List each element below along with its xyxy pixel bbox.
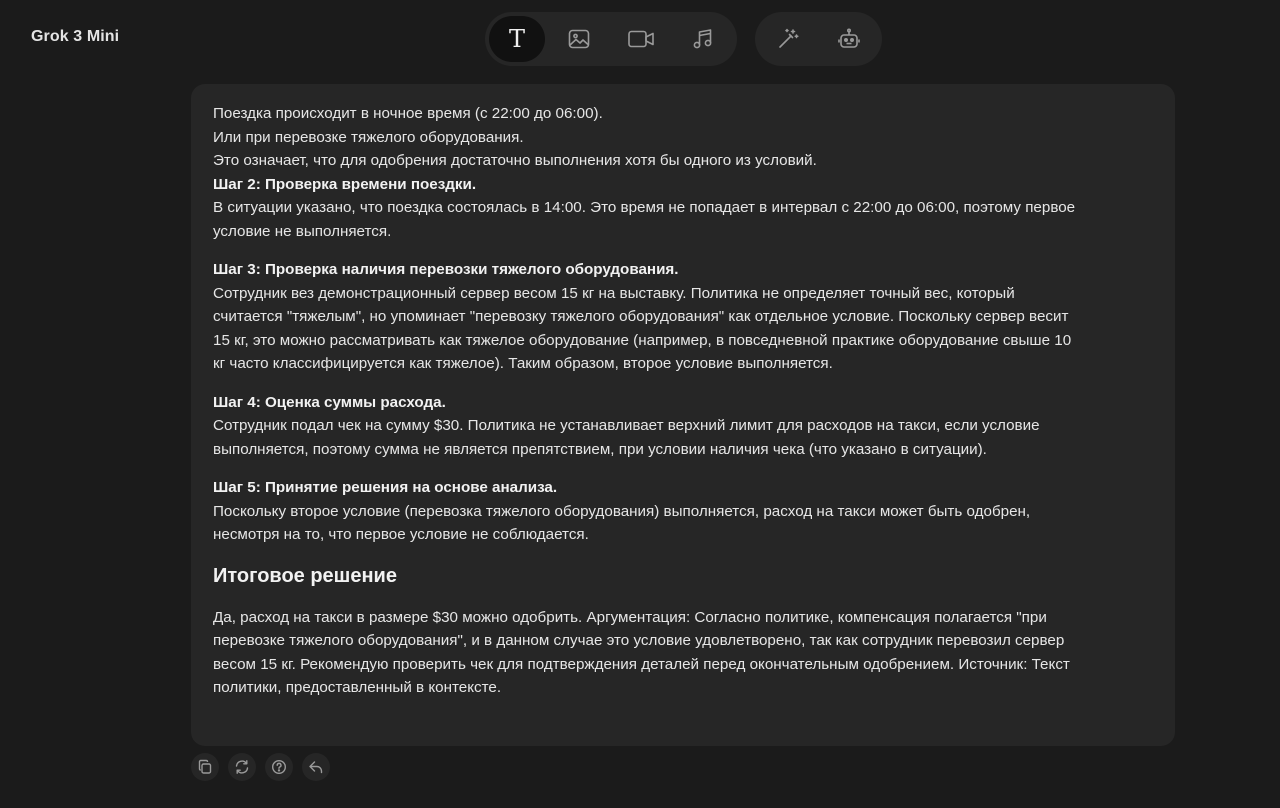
reply-icon <box>308 759 324 775</box>
assistant-message <box>191 84 1175 746</box>
music-icon <box>691 27 715 51</box>
text-line: Да, расход на такси в размере $30 можно одобрить. Аргументация: Согласно политике, компенсация полагается "при <box>213 608 1047 626</box>
magic-wand-icon <box>776 27 800 51</box>
refresh-icon <box>234 759 250 775</box>
robot-button[interactable] <box>822 16 877 62</box>
extras-toolbar <box>755 12 882 66</box>
question-icon <box>271 759 287 775</box>
intro-paragraph <box>213 102 1153 173</box>
app-title: Grok 3 Mini <box>31 28 120 45</box>
tab-text-mode[interactable] <box>489 16 545 62</box>
text-line: Сотрудник подал чек на сумму $30. Политика не устанавливает верхний лимит для расходов на такси, если условие <box>213 417 1040 434</box>
mode-toolbar <box>485 12 737 66</box>
tab-image-mode[interactable] <box>551 16 607 62</box>
text-line: В ситуации указано, что поездка состоялась в 14:00. Это время не попадает в интервал с 22:00 до 06:00, поэтому первое <box>213 199 1076 216</box>
step-5 <box>213 476 1153 547</box>
text-line: кг часто классифицируется как тяжелое). Таким образом, второе условие выполняется. <box>213 355 833 372</box>
final-decision-heading: Итоговое решение <box>213 564 397 587</box>
step-4 <box>213 391 1153 462</box>
text-line: считается "тяжелым", но упоминает "перевозку тяжелого оборудования" как отдельное условие. Поскольку сервер весит <box>213 308 1069 325</box>
regenerate-button[interactable] <box>228 753 256 781</box>
step-3 <box>213 258 1153 376</box>
final-decision-paragraph <box>213 606 1153 700</box>
text-line: условие не выполняется. <box>213 222 392 240</box>
text-line: несмотря на то, что первое условие не соблюдается. <box>213 526 589 543</box>
text-line: Поездка происходит в ночное время (с 22:00 до 06:00). <box>213 105 603 122</box>
tab-video-mode[interactable] <box>613 16 669 62</box>
message-actions <box>191 753 339 781</box>
text-line: выполняется, поэтому сумма не является препятствием, при условии наличия чека (что указано в ситуации). <box>213 440 987 458</box>
text-line: политики, предоставленный в контексте. <box>213 679 502 696</box>
step-2-title: Шаг 2: Проверка времени поездки. <box>213 175 477 193</box>
magic-wand-button[interactable] <box>761 16 816 62</box>
text-line: перевозке тяжелого оборудования", и в данном случае это условие удовлетворено, так как сотрудник перевозил сервер <box>213 632 1065 649</box>
text-line: Поскольку второе условие (перевозка тяжелого оборудования) выполняется, расход на такси может быть одобрен, <box>213 502 1031 520</box>
text-line: Сотрудник вез демонстрационный сервер весом 15 кг на выставку. Политика не определяет точный вес, который <box>213 284 1015 302</box>
tab-music-mode[interactable] <box>675 16 731 62</box>
copy-button[interactable] <box>191 753 219 781</box>
text-line: Это означает, что для одобрения достаточно выполнения хотя бы одного из условий. <box>213 152 817 169</box>
reply-button[interactable] <box>302 753 330 781</box>
robot-icon <box>837 27 861 51</box>
step-4-title: Шаг 4: Оценка суммы расхода. <box>213 393 446 411</box>
text-line: 15 кг, это можно рассматривать как тяжелое оборудование (например, в повседневной практике оборудование свыше 10 <box>213 331 1072 349</box>
explain-button[interactable] <box>265 753 293 781</box>
step-2 <box>213 173 1153 244</box>
step-5-title: Шаг 5: Принятие решения на основе анализа. <box>213 479 558 496</box>
copy-icon <box>197 759 213 775</box>
step-3-title: Шаг 3: Проверка наличия перевозки тяжелого оборудования. <box>213 261 679 278</box>
text-line: Или при перевозке тяжелого оборудования. <box>213 128 524 146</box>
video-icon <box>627 27 655 51</box>
text-line: весом 15 кг. Рекомендую проверить чек для подтверждения деталей перед окончательным одобрением. Источник: Текст <box>213 655 1070 673</box>
text-icon: T <box>508 25 525 53</box>
image-icon <box>567 27 591 51</box>
